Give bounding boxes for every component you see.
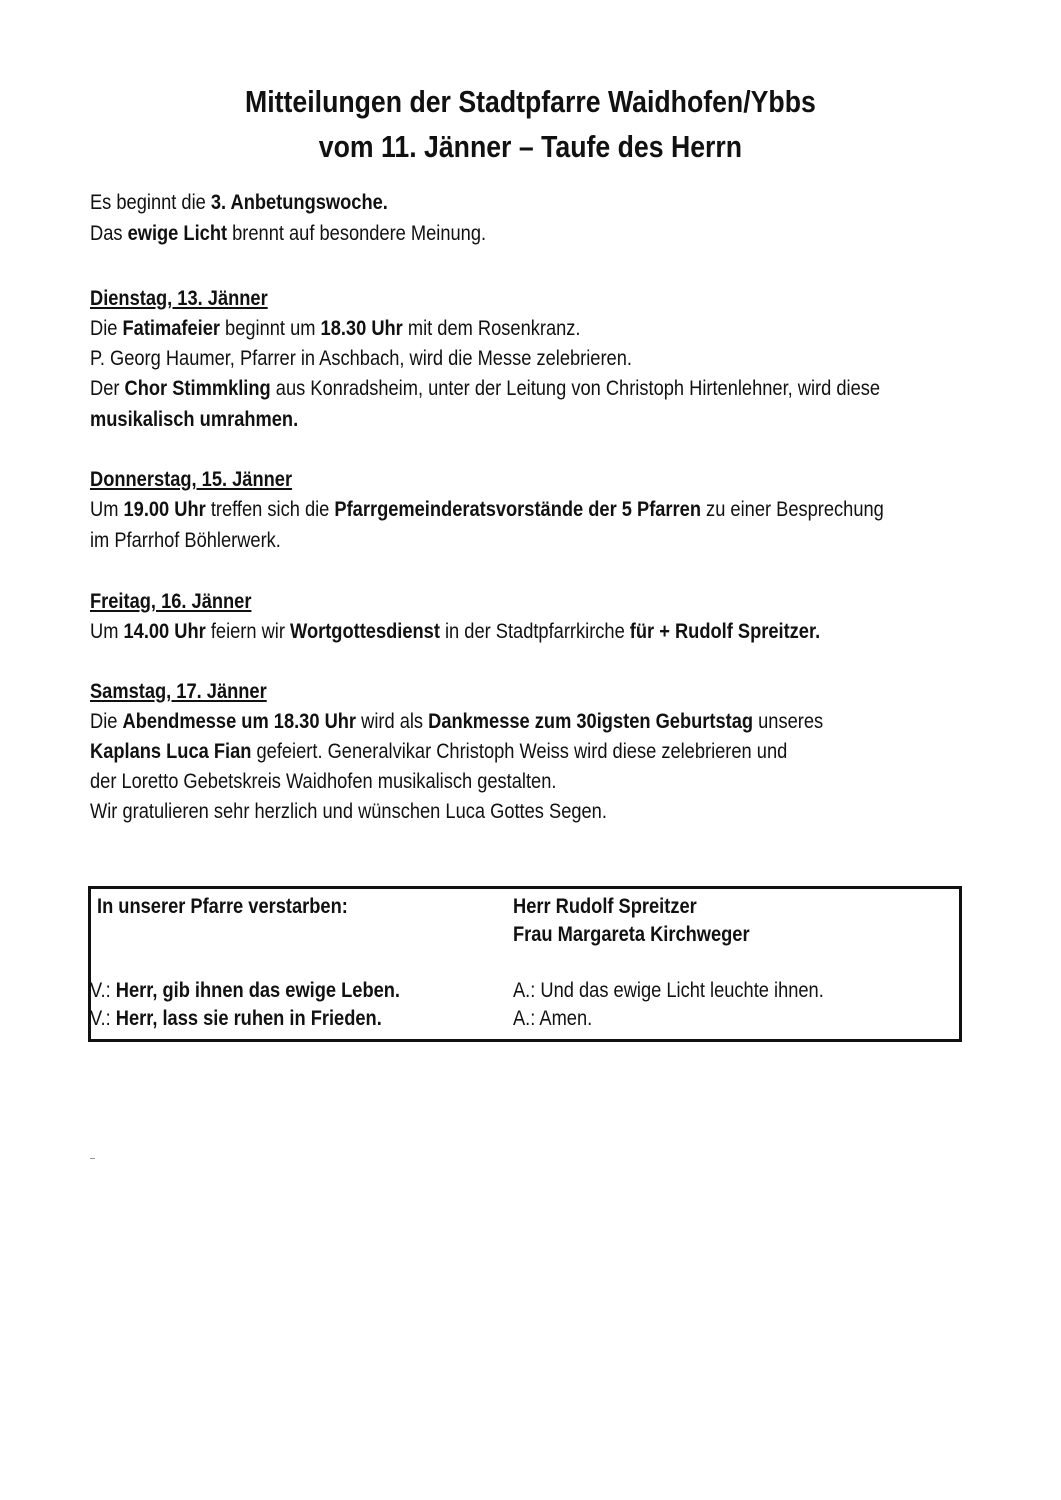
- freitag-line-1: Um 14.00 Uhr feiern wir Wortgottesdienst in der Stadtpfarrkirche für + Rudolf Spreitzer.: [90, 620, 821, 643]
- versicle-1: V.: Herr, gib ihnen das ewige Leben.: [90, 979, 401, 1002]
- heading-dienstag: Dienstag, 13. Jänner: [90, 287, 268, 310]
- samstag-line-2: Kaplans Luca Fian gefeiert. Generalvikar Christoph Weiss wird diese zelebrieren und: [90, 740, 788, 763]
- deceased-name-2: Frau Margareta Kirchweger: [513, 923, 750, 946]
- heading-freitag: Freitag, 16. Jänner: [90, 590, 252, 613]
- samstag-line-3: der Loretto Gebetskreis Waidhofen musikalisch gestalten.: [90, 770, 557, 793]
- samstag-line-1: Die Abendmesse um 18.30 Uhr wird als Dankmesse zum 30igsten Geburtstag unseres: [90, 710, 824, 733]
- intro-line-1: Es beginnt die 3. Anbetungswoche.: [90, 191, 388, 214]
- deceased-name-1: Herr Rudolf Spreitzer: [513, 895, 697, 918]
- versicle-2: V.: Herr, lass sie ruhen in Frieden.: [90, 1007, 382, 1030]
- donnerstag-line-2: im Pfarrhof Böhlerwerk.: [90, 529, 281, 552]
- dienstag-line-3: Der Chor Stimmkling aus Konradsheim, unter der Leitung von Christoph Hirtenlehner, wird diese: [90, 377, 881, 400]
- dienstag-line-1: Die Fatimafeier beginnt um 18.30 Uhr mit dem Rosenkranz.: [90, 317, 581, 340]
- intro-line-2: Das ewige Licht brennt auf besondere Meinung.: [90, 222, 487, 245]
- page-title: Mitteilungen der Stadtpfarre Waidhofen/Ybbs: [245, 84, 816, 119]
- response-2: A.: Amen.: [513, 1007, 593, 1030]
- deceased-box: [88, 886, 962, 1042]
- dienstag-line-4: musikalisch umrahmen.: [90, 408, 299, 431]
- samstag-line-4: Wir gratulieren sehr herzlich und wünschen Luca Gottes Segen.: [90, 800, 607, 823]
- donnerstag-line-1: Um 19.00 Uhr treffen sich die Pfarrgemeinderatsvorstände der 5 Pfarren zu einer Besprechung: [90, 498, 884, 521]
- dienstag-line-2: P. Georg Haumer, Pfarrer in Aschbach, wird die Messe zelebrieren.: [90, 347, 632, 370]
- page-subtitle: vom 11. Jänner – Taufe des Herrn: [318, 129, 743, 164]
- stray-mark: [90, 1158, 95, 1159]
- heading-donnerstag: Donnerstag, 15. Jänner: [90, 468, 293, 491]
- response-1: A.: Und das ewige Licht leuchte ihnen.: [513, 979, 824, 1002]
- heading-samstag: Samstag, 17. Jänner: [90, 680, 267, 703]
- deceased-label: In unserer Pfarre verstarben:: [97, 895, 348, 918]
